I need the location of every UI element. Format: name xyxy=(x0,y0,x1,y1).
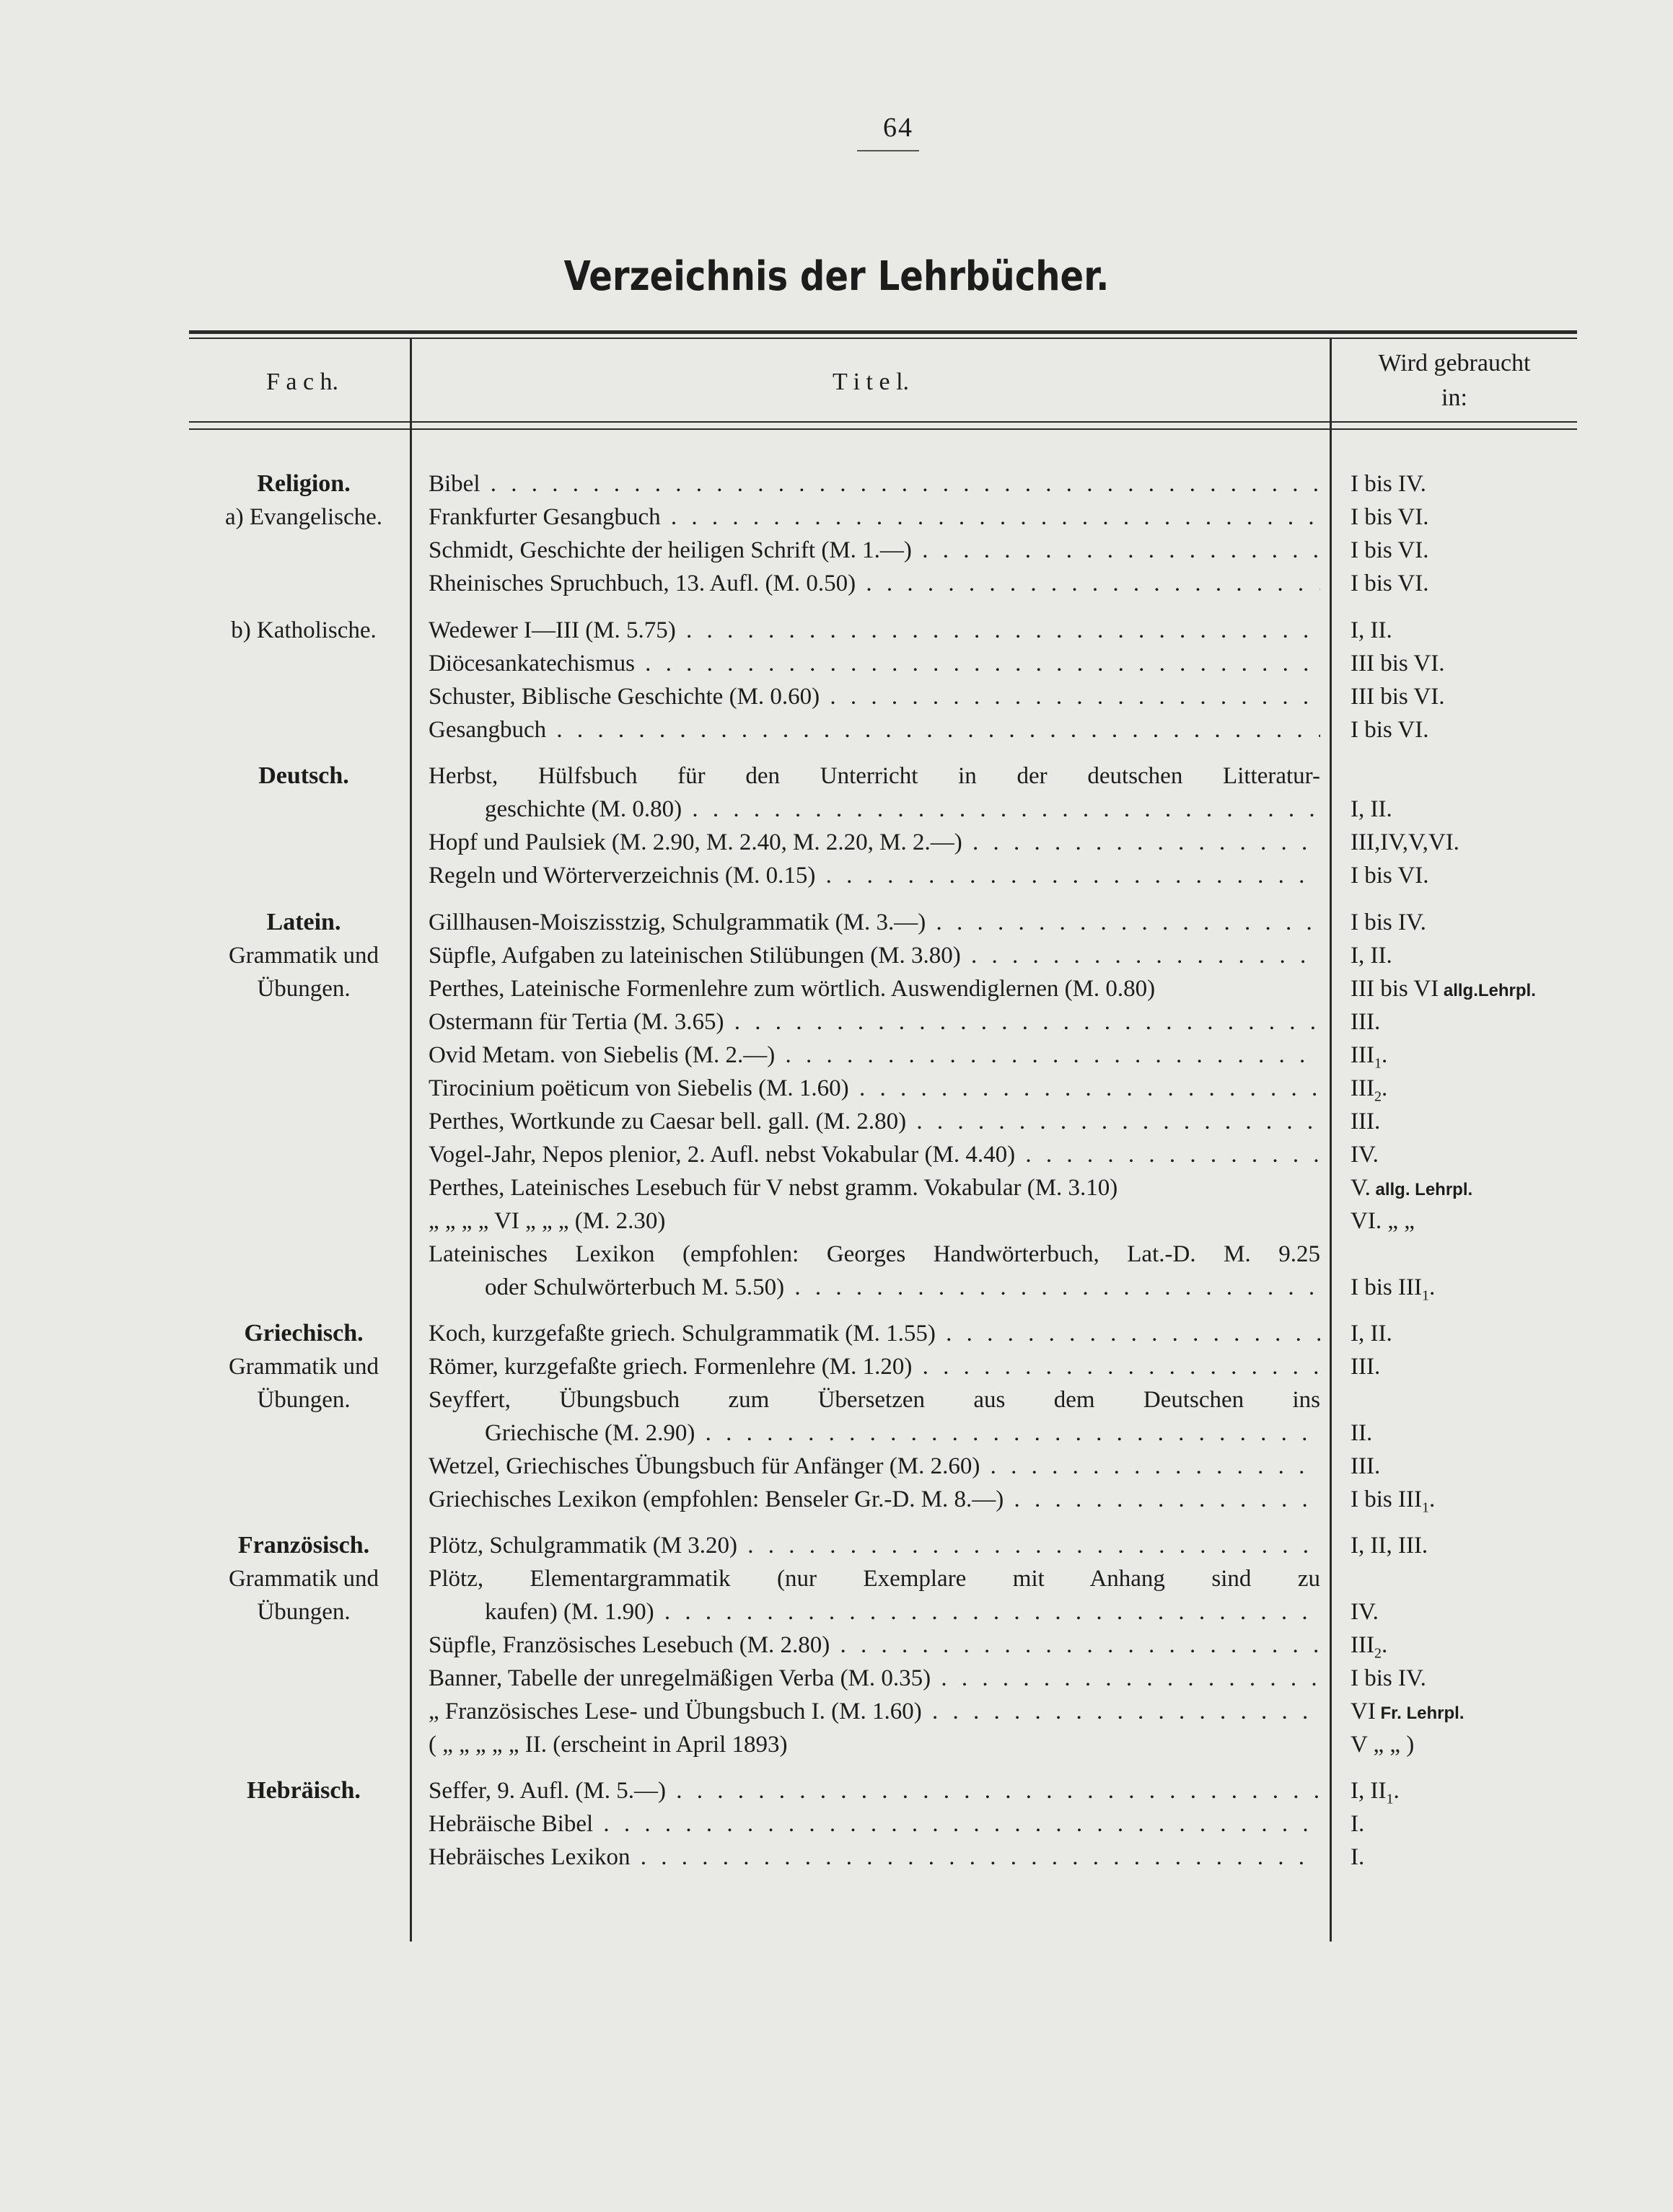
fach-cell: Latein. xyxy=(266,909,341,935)
title-cell: Vogel-Jahr, Nepos plenior, 2. Aufl. nebst Vokabular (M. 4.40) . . . xyxy=(429,1138,1320,1171)
table-row xyxy=(0,1171,1673,1204)
header-bottom-rule-thin xyxy=(189,428,1577,430)
gebraucht-value: I bis III xyxy=(1351,1486,1422,1512)
fach-cell: Griechisch. xyxy=(244,1320,364,1347)
gebraucht-value: III bis VI xyxy=(1351,976,1439,1002)
fach-cell: Grammatik und xyxy=(228,1354,379,1380)
gebraucht-cell xyxy=(1351,1728,1668,1761)
title-cell: Perthes, Wortkunde zu Caesar bell. gall. (M. 2.80) . . . xyxy=(429,1105,1320,1138)
table-row xyxy=(0,1562,1673,1595)
table-row xyxy=(0,1695,1673,1728)
table-row xyxy=(0,1072,1673,1105)
table-row xyxy=(0,1728,1673,1761)
gebraucht-cell xyxy=(1351,1529,1668,1562)
title-cell: Bibel . . . xyxy=(429,467,1320,501)
gebraucht-cell xyxy=(1351,1450,1668,1483)
title-cell: Tirocinium poëticum von Siebelis (M. 1.60) . . . xyxy=(429,1072,1320,1105)
gebraucht-value: IV. xyxy=(1351,1142,1379,1168)
gebraucht-cell xyxy=(1351,859,1668,892)
header-titel: T i t e l. xyxy=(832,369,910,395)
title-cell: Hebräische Bibel . . . xyxy=(429,1807,1320,1841)
table-row xyxy=(0,614,1673,647)
gebraucht-cell xyxy=(1351,567,1668,600)
gebraucht-suffix: . xyxy=(1381,1042,1388,1068)
fach-cell: b) Katholische. xyxy=(231,617,377,643)
gebraucht-cell xyxy=(1351,1204,1668,1238)
title-cell: „ Französisches Lese- und Übungsbuch I. (M. 1.60) . . . xyxy=(429,1695,1320,1728)
gebraucht-value: V. xyxy=(1351,1175,1371,1201)
gebraucht-subscript: 1 xyxy=(1386,1791,1394,1807)
page-title: Verzeichnis der Lehrbücher. xyxy=(563,253,1110,300)
table-row xyxy=(0,1595,1673,1629)
gebraucht-value: III xyxy=(1351,1042,1374,1068)
title-cell: Süpfle, Aufgaben zu lateinischen Stilübungen (M. 3.80) . . . xyxy=(429,939,1320,972)
gebraucht-suffix: . xyxy=(1381,1632,1388,1658)
title-cell: Koch, kurzgefaßte griech. Schulgrammatik (M. 1.55) . . . xyxy=(429,1317,1320,1350)
gebraucht-cell xyxy=(1351,1005,1668,1039)
gebraucht-cell xyxy=(1351,1138,1668,1171)
title-cell: Schuster, Biblische Geschichte (M. 0.60) . . . xyxy=(429,680,1320,713)
table-row xyxy=(0,1483,1673,1516)
table-row xyxy=(0,793,1673,826)
page-number: 64 xyxy=(883,113,913,143)
table-row xyxy=(0,680,1673,713)
gebraucht-cell xyxy=(1351,1416,1668,1450)
gebraucht-value: I bis IV. xyxy=(1351,909,1426,935)
gebraucht-value: I bis IV. xyxy=(1351,1665,1426,1691)
gebraucht-value: II. xyxy=(1351,1420,1373,1446)
table-row xyxy=(0,647,1673,680)
table-row xyxy=(0,1204,1673,1238)
table-row xyxy=(0,1105,1673,1138)
gebraucht-value: I, II. xyxy=(1351,617,1392,643)
title-cell: „ „ „ „ VI „ „ „ (M. 2.30) xyxy=(429,1208,666,1234)
gebraucht-cell xyxy=(1351,1807,1668,1841)
gebraucht-cell xyxy=(1351,467,1668,501)
title-cell: Seffer, 9. Aufl. (M. 5.—) . . . xyxy=(429,1774,1320,1807)
header-gebraucht-line2: in: xyxy=(1441,384,1467,411)
title-cell: Perthes, Lateinisches Lesebuch für V nebst gramm. Vokabular (M. 3.10) xyxy=(429,1175,1118,1201)
gebraucht-value: I bis VI. xyxy=(1351,863,1429,889)
table-top-rule xyxy=(189,330,1577,334)
header-bottom-rule xyxy=(189,421,1577,423)
table-row xyxy=(0,501,1673,534)
gebraucht-subscript: 2 xyxy=(1374,1645,1382,1662)
table-row xyxy=(0,826,1673,859)
title-cell: Wetzel, Griechisches Übungsbuch für Anfänger (M. 2.60) . . . xyxy=(429,1450,1320,1483)
gebraucht-value: I, II. xyxy=(1351,1321,1392,1347)
gebraucht-suffix: . xyxy=(1393,1778,1400,1804)
gebraucht-value: I. xyxy=(1351,1811,1365,1837)
table-row xyxy=(0,1774,1673,1807)
title-cell: Banner, Tabelle der unregelmäßigen Verba (M. 0.35) . . . xyxy=(429,1662,1320,1695)
gebraucht-value: I bis III xyxy=(1351,1274,1422,1300)
title-cell: Süpfle, Französisches Lesebuch (M. 2.80) . . . xyxy=(429,1629,1320,1662)
gebraucht-value: III xyxy=(1351,1632,1374,1658)
lehrplan-note: allg.Lehrpl. xyxy=(1439,981,1536,1000)
title-cell: Ovid Metam. von Siebelis (M. 2.—) . . . xyxy=(429,1039,1320,1072)
gebraucht-value: V „ „ ) xyxy=(1351,1732,1415,1758)
lehrplan-note: Fr. Lehrpl. xyxy=(1375,1704,1465,1723)
gebraucht-value: I, II. xyxy=(1351,943,1392,969)
gebraucht-cell xyxy=(1351,1483,1668,1525)
title-cell: geschichte (M. 0.80) . . . xyxy=(429,793,1320,826)
title-cell: Griechische (M. 2.90) . . . xyxy=(429,1416,1320,1450)
table-row xyxy=(0,467,1673,501)
gebraucht-cell xyxy=(1351,534,1668,567)
table-row xyxy=(0,759,1673,793)
gebraucht-cell xyxy=(1351,1695,1668,1730)
gebraucht-cell xyxy=(1351,1271,1668,1313)
gebraucht-cell xyxy=(1351,1595,1668,1629)
table-row xyxy=(0,1138,1673,1171)
title-cell: Frankfurter Gesangbuch . . . xyxy=(429,501,1320,534)
title-cell: Herbst, Hülfsbuch für den Unterricht in der deutschen Litteratur- xyxy=(429,763,1320,789)
fach-cell: Übungen. xyxy=(257,1599,351,1625)
table-row xyxy=(0,972,1673,1005)
gebraucht-value: VI. „ „ xyxy=(1351,1208,1415,1234)
table-row xyxy=(0,1350,1673,1383)
gebraucht-cell xyxy=(1351,826,1668,859)
title-cell: oder Schulwörterbuch M. 5.50) . . . xyxy=(429,1271,1320,1304)
gebraucht-value: I bis VI. xyxy=(1351,570,1429,596)
gebraucht-value: III,IV,V,VI. xyxy=(1351,829,1459,855)
gebraucht-cell xyxy=(1351,939,1668,972)
gebraucht-value: I, II, III. xyxy=(1351,1533,1428,1559)
page-number-rule xyxy=(857,150,919,151)
title-cell: Rheinisches Spruchbuch, 13. Aufl. (M. 0.50) . . . xyxy=(429,567,1320,600)
table-row xyxy=(0,1662,1673,1695)
table-row xyxy=(0,939,1673,972)
gebraucht-cell xyxy=(1351,713,1668,746)
fach-cell: a) Evangelische. xyxy=(224,504,383,530)
title-cell: Schmidt, Geschichte der heiligen Schrift (M. 1.—) . . . xyxy=(429,534,1320,567)
gebraucht-value: I bis IV. xyxy=(1351,471,1426,497)
gebraucht-cell xyxy=(1351,680,1668,713)
gebraucht-cell xyxy=(1351,972,1668,1008)
table-row xyxy=(0,1383,1673,1416)
table-row xyxy=(0,1529,1673,1562)
title-cell: Griechisches Lexikon (empfohlen: Benseler Gr.-D. M. 8.—) . . . xyxy=(429,1483,1320,1516)
gebraucht-value: I bis VI. xyxy=(1351,717,1429,743)
gebraucht-cell xyxy=(1351,793,1668,826)
table-row xyxy=(0,1841,1673,1874)
gebraucht-value: III. xyxy=(1351,1109,1381,1134)
title-cell: Gillhausen-Moiszisstzig, Schulgrammatik (M. 3.—) . . . xyxy=(429,906,1320,939)
table-row xyxy=(0,567,1673,600)
gebraucht-subscript: 2 xyxy=(1374,1088,1382,1105)
gebraucht-cell xyxy=(1351,501,1668,534)
table-row xyxy=(0,1317,1673,1350)
title-cell: Wedewer I—III (M. 5.75) . . . xyxy=(429,614,1320,647)
table-row xyxy=(0,1450,1673,1483)
table-row xyxy=(0,1271,1673,1304)
gebraucht-value: I. xyxy=(1351,1844,1365,1870)
fach-cell: Deutsch. xyxy=(258,762,349,789)
title-cell: Plötz, Elementargrammatik (nur Exemplare mit Anhang sind zu xyxy=(429,1566,1320,1592)
title-cell: Hopf und Paulsiek (M. 2.90, M. 2.40, M. 2.20, M. 2.—) . . . xyxy=(429,826,1320,859)
table-row xyxy=(0,1629,1673,1662)
title-cell: Lateinisches Lexikon (empfohlen: Georges Handwörterbuch, Lat.-D. M. 9.25 xyxy=(429,1241,1320,1267)
table-row xyxy=(0,534,1673,567)
gebraucht-cell xyxy=(1351,1350,1668,1383)
gebraucht-cell xyxy=(1351,906,1668,939)
gebraucht-cell xyxy=(1351,1662,1668,1695)
gebraucht-cell xyxy=(1351,647,1668,680)
fach-cell: Übungen. xyxy=(257,1387,351,1413)
fach-cell: Hebräisch. xyxy=(247,1777,361,1804)
title-cell: Diöcesankatechismus . . . xyxy=(429,647,1320,680)
table-row xyxy=(0,1005,1673,1039)
fach-cell: Religion. xyxy=(257,470,351,497)
gebraucht-cell xyxy=(1351,1171,1668,1207)
table-row xyxy=(0,1807,1673,1841)
gebraucht-value: III. xyxy=(1351,1009,1381,1035)
fach-cell: Französisch. xyxy=(237,1532,370,1559)
gebraucht-cell xyxy=(1351,1317,1668,1350)
table-row xyxy=(0,906,1673,939)
title-cell: kaufen) (M. 1.90) . . . xyxy=(429,1595,1320,1629)
gebraucht-cell xyxy=(1351,1841,1668,1874)
table-top-rule-thin xyxy=(189,338,1577,339)
gebraucht-value: I, II xyxy=(1351,1778,1387,1804)
gebraucht-value: I bis VI. xyxy=(1351,504,1429,530)
gebraucht-value: IV. xyxy=(1351,1599,1379,1625)
gebraucht-value: III bis VI. xyxy=(1351,684,1445,710)
title-cell: Regeln und Wörterverzeichnis (M. 0.15) . . . xyxy=(429,859,1320,892)
lehrplan-note: allg. Lehrpl. xyxy=(1370,1180,1473,1199)
header-gebraucht-line1: Wird gebraucht xyxy=(1378,350,1531,376)
title-cell: Römer, kurzgefaßte griech. Formenlehre (M. 1.20) . . . xyxy=(429,1350,1320,1383)
fach-cell: Übungen. xyxy=(257,976,351,1002)
gebraucht-subscript: 1 xyxy=(1374,1055,1382,1072)
title-cell: ( „ „ „ „ „ II. (erscheint in April 1893) xyxy=(429,1732,788,1758)
gebraucht-subscript: 1 xyxy=(1421,1287,1429,1304)
header-fach: F a c h. xyxy=(265,369,339,395)
title-cell: Plötz, Schulgrammatik (M 3.20) . . . xyxy=(429,1529,1320,1562)
title-cell: Hebräisches Lexikon . . . xyxy=(429,1841,1320,1874)
gebraucht-value: III. xyxy=(1351,1354,1381,1380)
table-row xyxy=(0,1238,1673,1271)
fach-cell: Grammatik und xyxy=(228,943,379,969)
table-row xyxy=(0,1416,1673,1450)
gebraucht-value: III xyxy=(1351,1075,1374,1101)
title-cell: Seyffert, Übungsbuch zum Übersetzen aus dem Deutschen ins xyxy=(429,1387,1320,1413)
title-cell: Perthes, Lateinische Formenlehre zum wörtlich. Auswendiglernen (M. 0.80) xyxy=(429,976,1156,1002)
title-cell: Ostermann für Tertia (M. 3.65) . . . xyxy=(429,1005,1320,1039)
table-row xyxy=(0,859,1673,892)
gebraucht-value: III bis VI. xyxy=(1351,651,1445,677)
gebraucht-value: VI xyxy=(1351,1698,1376,1724)
table-row xyxy=(0,713,1673,746)
gebraucht-subscript: 1 xyxy=(1421,1499,1429,1516)
gebraucht-cell xyxy=(1351,1105,1668,1138)
gebraucht-value: III. xyxy=(1351,1453,1381,1479)
gebraucht-suffix: . xyxy=(1381,1075,1388,1101)
gebraucht-cell xyxy=(1351,614,1668,647)
table-row xyxy=(0,1039,1673,1072)
gebraucht-suffix: . xyxy=(1428,1486,1436,1512)
title-cell: Gesangbuch . . . xyxy=(429,713,1320,746)
fach-cell: Grammatik und xyxy=(228,1566,379,1592)
gebraucht-value: I, II. xyxy=(1351,796,1392,822)
gebraucht-value: I bis VI. xyxy=(1351,537,1429,563)
gebraucht-suffix: . xyxy=(1428,1274,1436,1300)
